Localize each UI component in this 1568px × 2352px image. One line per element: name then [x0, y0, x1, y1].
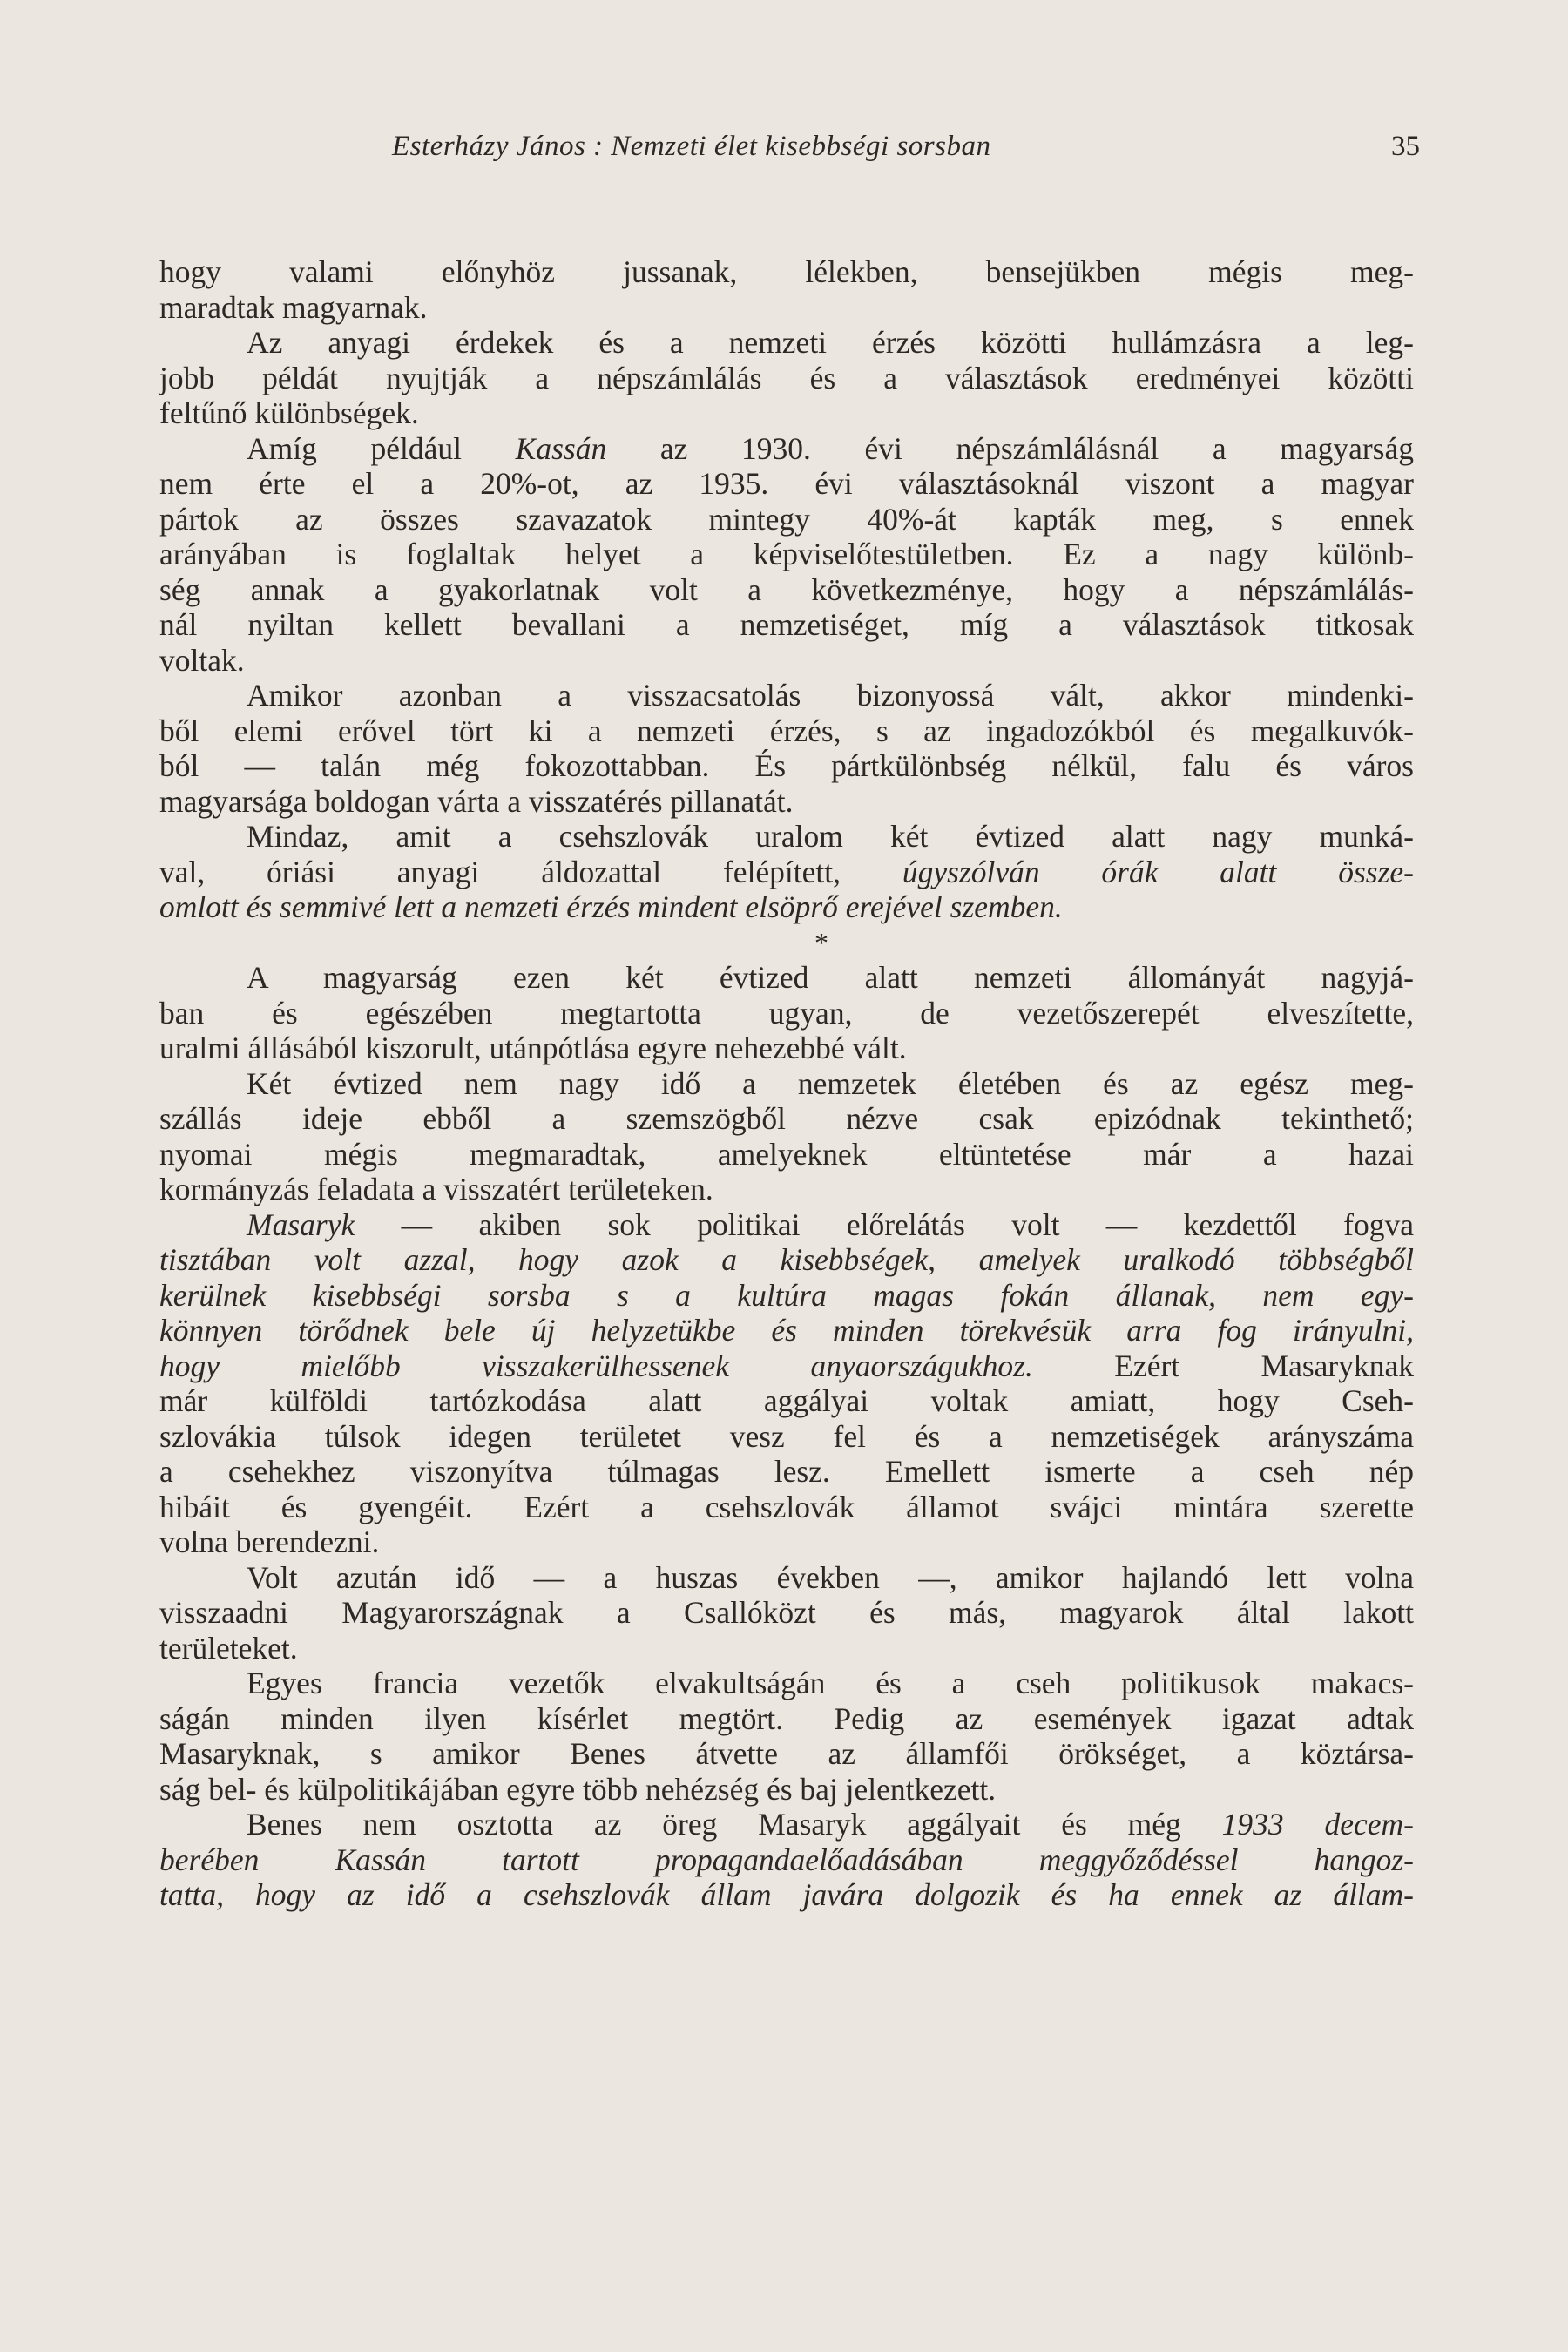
text-segment: Amíg például	[247, 430, 516, 466]
text-segment: visszaadni Magyarországnak a Csallóközt és más, magyarok által lakott	[159, 1595, 1414, 1630]
text-line	[159, 748, 1414, 784]
text-segment: szállás ideje ebből a szemszögből nézve csak epizódnak tekinthető;	[159, 1101, 1414, 1136]
text-segment: Két évtized nem nagy idő a nemzetek életében és az egész meg-	[247, 1065, 1414, 1101]
text-segment: Ezért Masaryknak	[1032, 1348, 1414, 1383]
text-segment: volna berendezni.	[159, 1524, 380, 1559]
text-line	[159, 1631, 1414, 1666]
text-segment: feltűnő különbségek.	[159, 395, 419, 430]
text-line	[159, 537, 1414, 572]
text-segment: Amikor azonban a visszacsatolás bizonyossá vált, akkor mindenki-	[247, 678, 1414, 713]
text-line	[159, 678, 1414, 713]
italic-text: tisztában volt azzal, hogy azok a kisebbségek, amelyek uralkodó többségből	[159, 1242, 1414, 1277]
text-line	[159, 996, 1414, 1031]
text-segment: Masaryknak, s amikor Benes átvette az államfői örökséget, a köztársa-	[159, 1736, 1414, 1771]
text-line	[159, 1313, 1414, 1348]
text-line	[159, 572, 1414, 608]
text-line	[159, 1877, 1414, 1913]
text-segment: Egyes francia vezetők elvakultságán és a cseh politikusok makacs-	[247, 1666, 1414, 1700]
text-segment: uralmi állásából kiszorult, utánpótlása egyre nehezebbé vált.	[159, 1031, 907, 1065]
text-segment: ből elemi erővel tört ki a nemzeti érzés, s az ingadozókból és megalkuvók-	[159, 713, 1414, 748]
text-line	[159, 1842, 1414, 1878]
italic-text: tatta, hogy az idő a csehszlovák állam javára dolgozik és ha ennek az állam-	[159, 1877, 1414, 1912]
text-segment: val, óriási anyagi áldozattal felépített,	[159, 854, 902, 889]
text-line	[159, 1701, 1414, 1737]
text-segment: magyarsága boldogan várta a visszatérés pillanatát.	[159, 783, 794, 819]
body-text	[159, 254, 1414, 1913]
text-line	[159, 1490, 1414, 1525]
text-segment: — akiben sok politikai előrelátás volt — kezdettől fogva	[355, 1206, 1414, 1242]
text-segment: szlovákia túlsok idegen területet vesz fel és a nemzetiségek arányszáma	[159, 1418, 1414, 1454]
text-segment: nem érte el a 20%-ot, az 1935. évi választásoknál viszont a magyar	[159, 466, 1414, 501]
page-header	[392, 131, 1420, 183]
text-line	[159, 1172, 1414, 1207]
page-number: 35	[1391, 131, 1420, 162]
text-segment: Mindaz, amit a csehszlovák uralom két évtized alatt nagy munká-	[247, 819, 1414, 854]
text-line	[159, 1137, 1414, 1173]
italic-text: úgyszólván órák alatt össze-	[902, 854, 1414, 889]
italic-text: könnyen törődnek bele új helyzetükbe és minden törekvésük arra fog irányulni,	[159, 1313, 1414, 1348]
text-line	[159, 1207, 1414, 1243]
text-segment: területeket.	[159, 1630, 298, 1666]
text-line	[159, 1560, 1414, 1596]
text-segment: Az anyagi érdekek és a nemzeti érzés közötti hullámzásra a leg-	[247, 325, 1414, 360]
text-segment: már külföldi tartózkodása alatt aggályai voltak amiatt, hogy Cseh-	[159, 1383, 1414, 1418]
italic-text: hogy mielőbb visszakerülhessenek anyaországukhoz.	[159, 1348, 1033, 1383]
italic-text: berében Kassán tartott propagandaelőadásában meggyőződéssel hangoz-	[159, 1842, 1414, 1877]
italic-text: Kassán	[515, 430, 607, 466]
text-line	[159, 254, 1414, 290]
text-line	[159, 643, 1414, 679]
text-line	[159, 1736, 1414, 1772]
text-segment: ság bel- és külpolitikájában egyre több nehézség és baj jelentkezett.	[159, 1771, 997, 1807]
text-line	[159, 1666, 1414, 1701]
text-line	[159, 1807, 1414, 1842]
italic-text: Masaryk	[247, 1206, 355, 1242]
text-segment: nál nyiltan kellett bevallani a nemzetiséget, míg a választások titkosak	[159, 607, 1414, 642]
text-segment: maradtak magyarnak.	[159, 289, 428, 325]
text-segment: hogy valami előnyhöz jussanak, lélekben, bensejükben mégis meg-	[159, 254, 1414, 289]
text-segment: a csehekhez viszonyítva túlmagas lesz. Emellett ismerte a cseh nép	[159, 1454, 1414, 1489]
text-line	[159, 466, 1414, 502]
text-segment: voltak.	[159, 642, 245, 678]
text-segment: kormányzás feladata a visszatért területeken.	[159, 1172, 713, 1206]
section-separator: *	[814, 926, 828, 958]
text-line	[159, 855, 1414, 890]
text-line	[159, 395, 1414, 431]
text-segment: Benes nem osztotta az öreg Masaryk aggályait és még	[247, 1807, 1222, 1842]
text-segment: nyomai mégis megmaradtak, amelyeknek eltüntetése már a hazai	[159, 1136, 1414, 1172]
running-head: Esterházy János : Nemzeti élet kisebbségi sorsban	[392, 131, 991, 162]
text-line	[159, 1595, 1414, 1631]
text-line	[159, 819, 1414, 855]
text-line	[159, 361, 1414, 396]
italic-text: 1933 decem-	[1221, 1807, 1414, 1842]
text-line	[159, 1454, 1414, 1490]
text-line	[159, 1419, 1414, 1455]
italic-text: kerülnek kisebbségi sorsba s a kultúra magas fokán állanak, nem egy-	[159, 1277, 1414, 1313]
text-line	[159, 960, 1414, 996]
text-line	[159, 502, 1414, 537]
italic-text: omlott és semmivé lett a nemzeti érzés mindent elsöprő erejével szemben.	[159, 889, 1063, 924]
text-segment: A magyarság ezen két évtized alatt nemzeti állományát nagyjá-	[247, 960, 1414, 995]
text-line	[159, 713, 1414, 749]
text-line	[159, 1101, 1414, 1137]
text-segment: az 1930. évi népszámlálásnál a magyarság	[606, 430, 1415, 466]
text-line	[159, 1242, 1414, 1278]
text-segment: ban és egészében megtartotta ugyan, de vezetőszerepét elveszítette,	[159, 995, 1414, 1031]
text-line	[159, 1772, 1414, 1808]
text-line	[159, 1524, 1414, 1560]
text-segment: arányában is foglaltak helyet a képviselőtestületben. Ez a nagy különb-	[159, 537, 1414, 571]
text-line	[159, 1383, 1414, 1419]
text-line	[159, 1278, 1414, 1314]
text-segment: ságán minden ilyen kísérlet megtört. Pedig az események igazat adtak	[159, 1700, 1414, 1736]
text-line	[159, 1348, 1414, 1384]
text-line	[159, 1066, 1414, 1102]
text-line	[159, 607, 1414, 643]
text-segment: ség annak a gyakorlatnak volt a következménye, hogy a népszámlálás-	[159, 571, 1414, 607]
text-line	[159, 1031, 1414, 1066]
text-segment: hibáit és gyengéit. Ezért a csehszlovák államot svájci mintára szerette	[159, 1489, 1414, 1524]
text-line	[159, 431, 1414, 467]
text-line	[159, 784, 1414, 820]
text-line	[159, 325, 1414, 361]
text-segment: jobb példát nyujtják a népszámlálás és a választások eredményei közötti	[159, 360, 1414, 395]
text-line	[159, 290, 1414, 326]
text-segment: ból — talán még fokozottabban. És pártkülönbség nélkül, falu és város	[159, 748, 1414, 783]
text-line	[159, 889, 1414, 925]
text-segment: pártok az összes szavazatok mintegy 40%-át kapták meg, s ennek	[159, 501, 1414, 537]
text-segment: Volt azután idő — a huszas években —, amikor hajlandó lett volna	[247, 1559, 1414, 1595]
